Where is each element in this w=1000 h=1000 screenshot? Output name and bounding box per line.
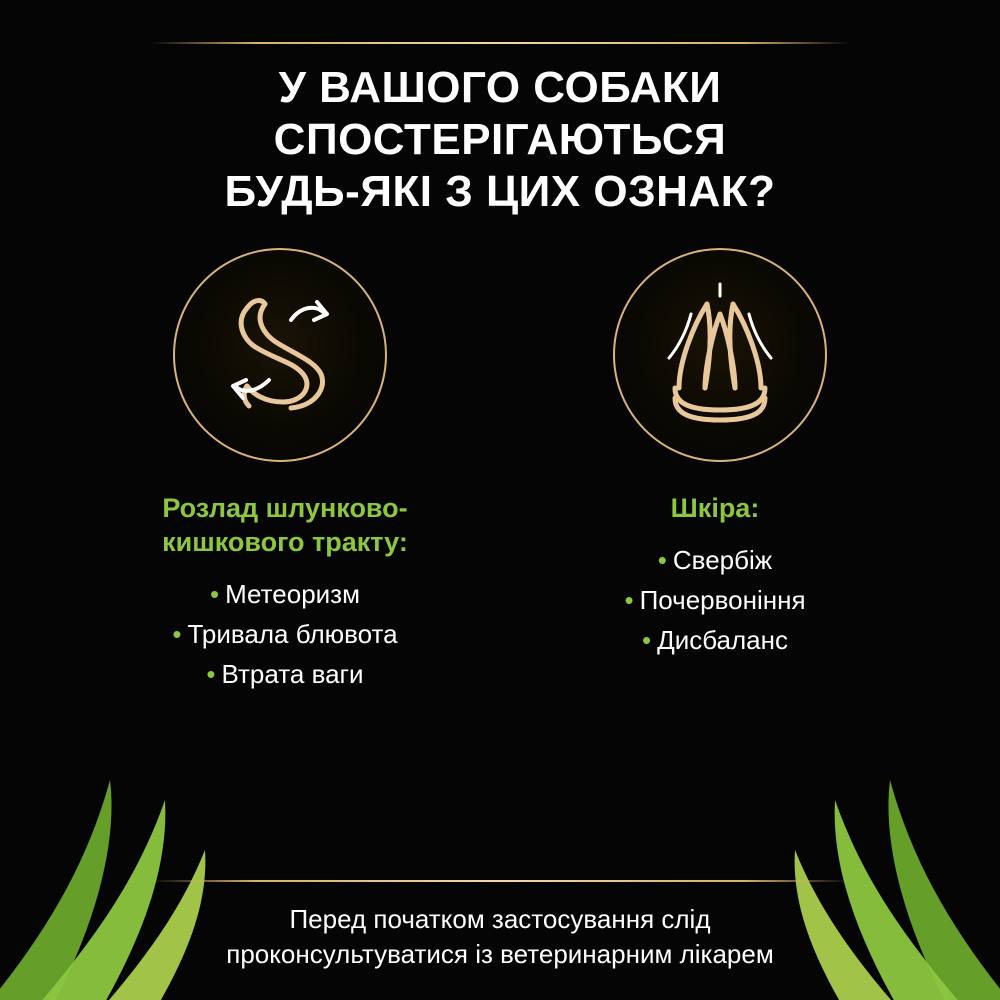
list-item-label: Втрата ваги [221, 659, 364, 690]
list-item-label: Дисбаланс [657, 625, 788, 656]
list-item [624, 540, 805, 580]
stomach-icon [195, 270, 365, 440]
list-item [172, 614, 397, 654]
list-item [172, 574, 397, 614]
page-title-line-1: У ВАШОГО СОБАКИ [278, 63, 722, 112]
column-title-gastrointestinal [105, 492, 465, 560]
stomach-icon-circle [173, 248, 387, 462]
page-title-line-3: БУДЬ-ЯКІ З ЦИХ ОЗНАК? [224, 166, 776, 216]
page-title [50, 62, 950, 218]
page-title-line-2: СПОСТЕРІГАЮТЬСЯ [273, 114, 727, 164]
bullet-marker-icon: • [210, 578, 220, 609]
bullet-marker-icon: • [624, 585, 634, 616]
list-item [172, 654, 397, 694]
hair-follicle-icon-circle [613, 248, 827, 462]
column-title-line-1: Шкіра: [670, 493, 760, 523]
footer-note [50, 902, 950, 972]
column-title-skin [535, 492, 895, 526]
bullet-marker-icon: • [657, 544, 667, 575]
footer-note-line-1: Перед початком застосування слід [289, 903, 711, 934]
list-item-label: Тривала блювота [187, 618, 398, 649]
symptom-column-skin [500, 248, 930, 694]
list-item-label: Почервоніння [639, 585, 806, 616]
symptom-list-gastrointestinal [172, 574, 397, 695]
column-title-line-1: Розлад шлунково- [162, 493, 408, 523]
hair-follicle-icon [635, 270, 805, 440]
symptom-column-gastrointestinal [70, 248, 500, 694]
symptom-columns [0, 248, 1000, 694]
bullet-marker-icon: • [642, 625, 652, 656]
bullet-marker-icon: • [206, 659, 216, 690]
divider-top [150, 42, 850, 44]
bullet-marker-icon: • [172, 618, 182, 649]
footer-note-line-2: проконсультуватися із ветеринарним лікарем [226, 938, 774, 969]
list-item [624, 580, 805, 620]
list-item [624, 620, 805, 660]
symptom-list-skin [624, 540, 805, 661]
column-title-line-2: кишкового тракту: [162, 526, 408, 557]
list-item-label: Метеоризм [225, 578, 360, 609]
divider-bottom [150, 880, 850, 882]
list-item-label: Свербіж [672, 544, 773, 575]
